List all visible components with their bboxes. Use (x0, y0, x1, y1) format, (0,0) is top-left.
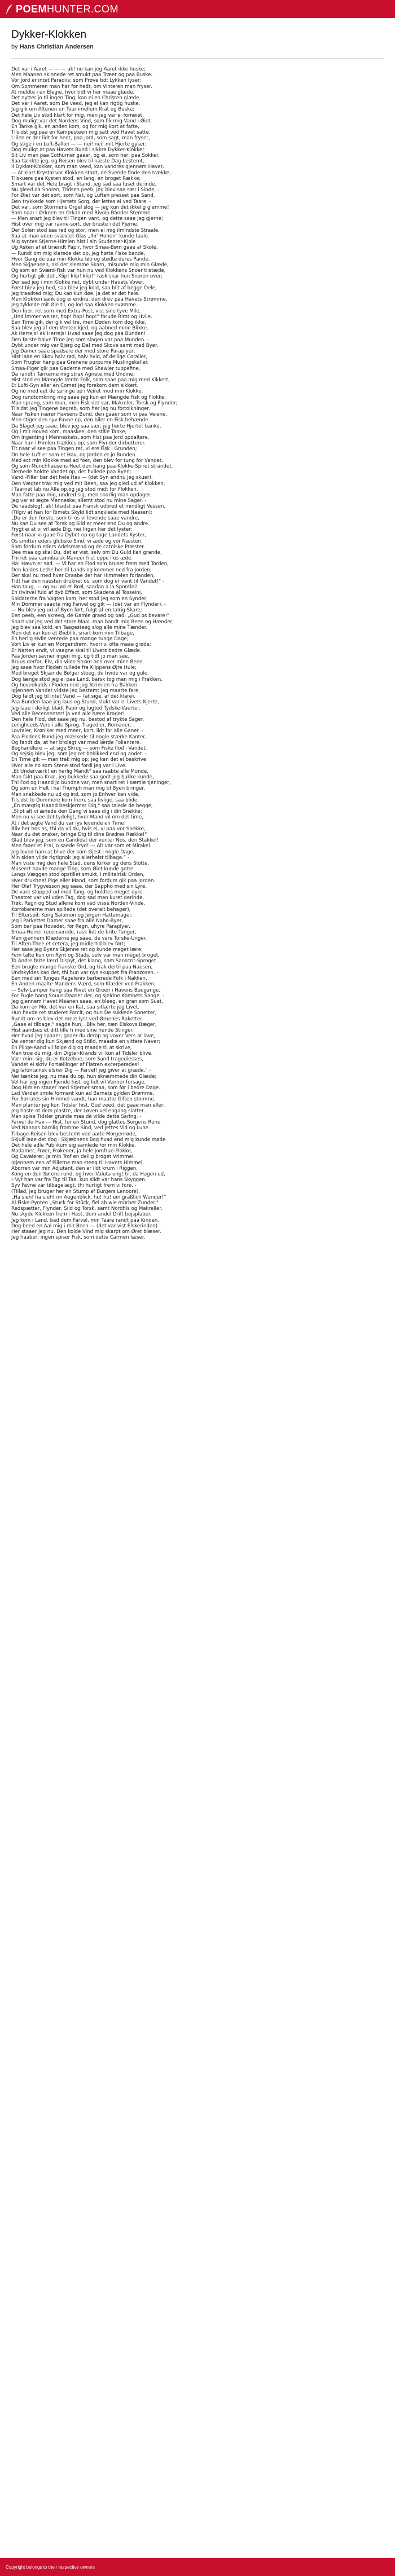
poem-line: Syv Favne var tilbagelægt, thi hurtigt frem vi fore, - (11, 1183, 137, 1189)
poem-line: Korrobererne man spillede (det overalt behager), (11, 906, 131, 913)
poem-line: Snart var jeg ved det store Maal, man bandt mig Been og Hænder, (11, 619, 174, 625)
poem-line: Jeg laae i deiligt bladt Papir og lugted Tydske-Vaerter. (11, 705, 141, 711)
poem-line: Leilighceds-Vers i alle Sprog, Tragedier, Romaner, (11, 723, 131, 729)
poem-line: Museert havde mange Ting, som Øiet kunde gotte. (11, 866, 135, 873)
site-footer (0, 2558, 395, 2576)
poem-line: Det nytter jo til ingen Ting, kan ei en Christen glæde. (11, 95, 141, 102)
poem-line: — Nu blev jeg ud af Byen ført, fulgt af en talrig Skare; (11, 607, 142, 614)
poem-line: Og som Münchhausens Heet den hang paa Klokke-Spiret strandet. (11, 464, 173, 470)
logo-bold-text: POEM (16, 3, 47, 15)
poem-line: Der sad jeg i min Klokke net, dybt under Havets Vover. (11, 279, 144, 285)
poem-line: Som Frugter hang paa Grenene purpurne Muslingskaller. (11, 360, 149, 366)
poem-line: Langs Væggen stod opstillet smukt, i militairisk Orden, (11, 872, 145, 878)
poem-line: Det hele Liv stod klart for mig, men jeg var ei fornøiet; (11, 112, 144, 118)
poem-line: Som naar i Ørknen en Orkan med Rivolp Bånder Stemme. (11, 210, 152, 217)
poem-line: Den kaldes Lethe her til Lands og kommer ned fra Jorden; (11, 567, 152, 573)
poem-line: „Ha sieh! ha sieh! im Augenblick, hu! hu! ein gräßlich Wunder!" (11, 1194, 166, 1200)
poem-byline (11, 43, 384, 51)
poem-line: „Gaae ei tilbage," sagde hun, „Bliv her, tæn Elskovs Bæger, (11, 1021, 157, 1028)
poem-line: Her hvad jeg spaaer; gaaer du derop og vover Vers at lave, (11, 1033, 156, 1040)
poem-line: Min siden vilde rigtignok jeg allerhelst tilbage.” - (11, 855, 129, 861)
poem-line: Men Skjaebnen, akl det slemme Skarn, misunde mig min Glæde, (11, 262, 169, 268)
poem-line: „Du er den første, som til os vi levende saae vandre, (11, 515, 139, 521)
poem-line: Een Time gik, der gik vel tre, men Døden kom dog ikke, (11, 319, 147, 325)
poem-line: Den hele Flod, det saae jeg nu, bestod af trykte Sager. (11, 716, 144, 723)
poem-line: Lad Verden smile forment kun ad Barnets gylden Drømme, (11, 1091, 155, 1097)
poem-line: Da venter dig kun Skjænd og Stiild, maaske en vittere Naver; (11, 1039, 160, 1045)
poem-line: Boghandlere — at sige Skrog — som Fiske flod i Vandet, (11, 745, 147, 751)
poem-line: I Taarnet lab nu Alle op,og jeg stod midt for Flokken. (11, 486, 138, 492)
poem-line: Jeg Damer saae spadsere der med store Paraplyer, (11, 348, 135, 354)
poem-line: Man sprang, som man, men Fisk det var, Makreler, Torsk og Flynder; (11, 400, 178, 406)
poem-line: Ved alle Recensenter! ja ved alle hære Krager! (11, 711, 125, 717)
poem-line: Men nu vi see det tydeligt, hvor Mand vil om det time, (11, 814, 143, 821)
poem-line: Dog Himlen staaer med Stjerner smaa, som før i bedre Dage. (11, 1085, 161, 1091)
poem-line: Den trykkede som Hjertets Sorg, der lettes ei ved Taare. - (11, 199, 151, 205)
poem-line: Den første halve Time jeg som slagen var paa Munden. - (11, 337, 149, 343)
poem-line: Dog rundtomkring mig saae jeg kun en Mængde Fisk og Flokke. (11, 394, 166, 400)
poem-line: Hver drukhnet Pige eller Mand, som fordum gik paa Jorden. (11, 878, 156, 884)
poem-line: I Iilen er der lidt for hedt, paa Jord, som sagt, man fryser, (11, 135, 150, 142)
poem-line: Jeg traadted mig; Du kan kun døe, ja det er det hele. (11, 290, 140, 297)
poem-line: Aborren var min Adjutant, den er ildt krum i Riggen, (11, 1165, 138, 1172)
poem-line: Dog muligt at paa Havets Bund i sikkre Dykker-Klokker (11, 147, 144, 153)
poem-line: Smaa-Herrer recenserede, rask lidt de brite Tunger, (11, 930, 137, 936)
poem-body (11, 67, 384, 1240)
poem-line: Rundt om os blev det mere lyst ved Ørnenes Raketter. (11, 1016, 143, 1022)
poem-line: Her Olaf Trygvesson jeg saae, der Sappho med sin Lyre, (11, 883, 147, 890)
poem-line: Farvel du Hav — Hist, for en Stund, dog glattes Sorgens Rune (11, 1120, 161, 1126)
poem-line: Smaa-Piger gik paa Gaderne med Shawler tuppefine, (11, 366, 141, 372)
poem-line: Ak Herrejs! ak Herrejs! Hvad saae jeg dog paa Bunden! (11, 331, 146, 337)
poem-line: Naar han i Himlen trækkes op, som Flynder dirbutterer. (11, 441, 146, 447)
poem-line: Der Solen stod saa red og stor, men ei mig ilmindste Straale, (11, 227, 160, 234)
poem-line: Og fandt da, at her brolagt var med lærde Foliantere. (11, 739, 141, 746)
poem-line: For Øiet var det sort, som Nat, og Luften presset paa Sand, (11, 193, 155, 199)
poem-line: Og som en Helt i hai Triumph man mig til Byen bringer. (11, 786, 145, 792)
poem-line: Jeg hoste ot dem plastre, der Løven vel engang slatter. (11, 1108, 145, 1114)
poem-line: Nu skyde Klokken frem i Hast, dem andel Drift bejsplaber. (11, 1212, 152, 1218)
poem-line: To Andre førte lærd Dispyt, det klang, som Sanscrit-Sproget. (11, 958, 158, 965)
poem-line: „Und immer weiter, hop! hop! hop!" forude Rimt og Hvile. (11, 314, 152, 320)
poem-line: Saa blev jeg af den Venten kjed, og aabned mine Blikke. (11, 325, 148, 332)
poem-line: (Tillad, jeg bruger her en Stump af Burgers Lenoore). (11, 1188, 141, 1195)
poem-line: „En mægtig Haand beskjermer Dig," saa talede de begge, (11, 803, 153, 809)
poem-line: Trøk, Regn og Stud allene kom ved visse Norden-Vinde. (11, 901, 146, 907)
by-label: by (11, 43, 18, 50)
poem-line: Men Maanen skinnede ret smukt paa Træer og paa Buske. (11, 72, 153, 78)
poem-line: Jeg tykkede mit Øie til, og lod saa Klokken svømme. (11, 302, 138, 309)
poem-line: Da randt i Tankerne mig strax Agnete med Undine. (11, 371, 135, 377)
poem-line: Man fatte paa mig, undred sig, men snarlig man opdager, (11, 492, 152, 499)
poem-line: Man fakt paa Knæ, jeg bukkede saa godt jeg bukke kunde, (11, 774, 154, 780)
poem-line: En Pilige-Aand vil følge dig og maade til at skrive, (11, 1045, 132, 1051)
poem-line: Jeg blev saa kold, en Taagesteeg slog alle mine Tænder. (11, 624, 148, 631)
poem-line: Vel har jeg ingen Fjende hist, og lidt vil Venner forsage, (11, 1079, 146, 1085)
poem-line: Igjennem een af Pillerne man steeg til Havets Himmel, (11, 1160, 144, 1166)
poem-line: Men troe du mig, din Digter-Krands vil kun af Tidsler blive. (11, 1050, 153, 1056)
poem-line: Det var, som Stormens Orgel slog — jeg kun det ikkelig glemme! (11, 204, 169, 210)
poem-line: Il Dykker-Klokker, som man veed, kan vandres gjennem Havet. (11, 164, 164, 170)
poem-line: — Men snart jeg blev til Tingen vant, og dette saae jeg gjerne; (11, 216, 164, 222)
poem-line: Den Vægter trak mig ved mit Been, saa jeg gled ud af Klokken, (11, 481, 165, 487)
poem-line: Hist over mig var ravne-sort, der bruste i det Fjerne, (11, 222, 139, 228)
poem-line: Det hele adle Publikum sig samlede for min Klokke, (11, 1142, 136, 1148)
poem-line: Thi Fod og Haand jo bundne var, men snart ret i sæmle tjeninger, (11, 780, 171, 786)
poem-line: Soldaterne fra Vagten kom, her stod jeg som en Synder, (11, 596, 148, 602)
poem-line: Her staaer jeg nu, Den kolde Vind mig skarpt om Øret blæser. (11, 1229, 161, 1235)
poem-line: (Tilgiv at han for Rimets Skyld lidt snøvlede med Naesen): (11, 509, 152, 516)
poem-line: Undskyldes kan det, thi hun var nys skuppet fra Franzosen. - (11, 970, 159, 976)
author-link[interactable]: Hans Christian Andersen (19, 43, 94, 50)
poem-line: Hist aandses et ditt lille h med sine hende Stinger. (11, 1027, 134, 1033)
poem-line: Een brugte mange franske Ord, og trak dertil paa Naesen, (11, 964, 153, 970)
poem-line: Og hovedkulds i Floden ned jog Strimlen fra Bakken. (11, 682, 139, 688)
poem-line: Og stige i en Luft-Ballon — — nei! nei! mit Hjerte gyser; (11, 141, 147, 147)
poem-line: Med ect min Klokke med ad foer, den blev for tung for Vandet, (11, 457, 163, 464)
poem-line: Der skal nu med hver Draabe der har Himmelen forlanden, (11, 573, 155, 579)
poem-line: Jeg var et ægte Menneske; sliemt stod nu mine Sager. - (11, 498, 147, 504)
poem-line: Tit naar vi see paa Tingen ret, vi ere Fisk i Grunden; (11, 446, 137, 452)
poem-line: „Et Underværk! en herlig Mandt" saa raabte alle Munde, (11, 768, 149, 774)
poem-line: Dn hele Luft er som et Hav, og Jorden er jo Bunden. (11, 452, 137, 458)
poem-line: Med broget Skjær de Bølger steeg, de hvide var og gule. (11, 671, 149, 677)
poem-line: Jeg gik om Aftenen en Tour imellem Krat og Buske; (11, 107, 135, 113)
poem-line: De vare stopped ud med Tang, og holdtes meget dyre. (11, 890, 144, 896)
poem-line: Igjennem Vandet vidste jeg bestemt jeg maatte fare, (11, 688, 140, 694)
poem-line: Det var i Aaret — — — ak! nu kan jeg Aaret ikke huske; (11, 67, 146, 72)
poem-line: Vandet ei skriv Fortællinger af Flatren excerperedes! (11, 1062, 139, 1068)
poem-line: Al Fiske-Pynten „Stuck for Stück, fiel ab wie mürber Zunder." (11, 1200, 159, 1206)
poem-line: Hist laae en Skov halv rød, halv hvid, af deilige Coraller, (11, 354, 148, 360)
poem-line: — Selv-Lamper hang paa Rivet en Green i Havens Buegange, (11, 987, 161, 993)
poem-line: Paa Jorden savner ingen mig, og tidt jo man see, (11, 653, 130, 659)
poem-line: Da Slaget jeg saae, blev jeg saa sær, jeg hørte Hjertet banke, (11, 423, 161, 429)
poem-line: For Sorrates sin Himmel vandt, han maatte Giften stomme. (11, 1097, 156, 1103)
poem-line: Vandi-Piller bar det hele Hav — (det Syn endnu jeg skuer). (11, 475, 153, 481)
poem-line: Saa at man uden svævtet Glas „Ihr' Hohen" kunde taale. (11, 233, 150, 239)
poem-line: I Nyt han var fra Top til Taa, kun slidt var hans Skyggen. (11, 1177, 147, 1183)
poem-line: Og som en Sværd-Fisk var hun nu ved Klokkens Snoer tilstæde, (11, 268, 166, 274)
poem-line: Naar Fisken nærer Havsens Bund, den gaaer som vi paa Veiene, (11, 412, 168, 418)
poem-line: „Slipt alt vi ænede den Gang vi saae dig i din Snekke; (11, 809, 142, 815)
poem-line: Saa tænkte jeg, og Reisen blev til næste Dag bestemt, (11, 158, 144, 165)
poem-line: Dybt under mig var Bjerg og Dal med Skove samt med Byer, (11, 342, 159, 349)
poem-line: Vort Liv er kun en Morgendrøm, hvori vi ofte maae grøde; (11, 642, 151, 648)
poem-line: Os smitter eders glubske Sind, vi æde og vor Næsten, (11, 538, 143, 544)
poem-line: Fem talte kun om Rynt og Stads, selv var man meget broget, (11, 953, 160, 959)
poem-line: Skjult laae det dog i Skjæbnens Bog hvad end mig kunde møde. (11, 1137, 168, 1143)
poem-line: Nei tænkte jeg, nu maa du op, hun skræmmede din Glæde; (11, 1073, 157, 1080)
poem-line: Er Natten endt, vi vaagne skal til Livets bedre Glæde. (11, 648, 142, 654)
poem-line: Et Lufti-Syn eller en Comet jeg forekom dem sikkert. (11, 383, 139, 389)
poem-line: Jeg gjennem Havet Maanen saae, en bleeg, en gran som Suet, (11, 998, 164, 1005)
poem-line: Dog beed en Aal mig i mit Been — (det var vist Elskerinden). (11, 1223, 159, 1229)
poem-line: Paa Flodens Bund jeg mærkede til nogle stærke Kanter, (11, 734, 147, 740)
poem-line: Jeg kom i Land, bad dem Farvel, min Taare randt paa Kinden, (11, 1217, 160, 1223)
poem-line: At i det ægte Vand du var lys levende en Time! (11, 820, 126, 826)
poem-line: Som bar paa Hovedet, for Regn, uhyre Paraplyer. (11, 924, 130, 930)
poem-line: Sit Liv man paa Cothurner gaaer, og ei, som her, paa Sokker. (11, 153, 160, 159)
poem-line: Men planter jeg kun Tidsler hist, Gud veed, det gaae man eller, (11, 1102, 165, 1108)
poem-line: Og Cavalerer, ja min Trof en deilig broget Vrimmel. (11, 1154, 135, 1160)
poem-line: Nu gleed da Snoren, Tridsen peeb, jeg blev saa sær i Sinde, - (11, 187, 160, 193)
poem-line: Tilsidst jeg paa en Kampesteen mig satt ved Havet satte. (11, 130, 151, 136)
poem-line: Dernede holdte Vandet op, det hvilede paa Byen; (11, 469, 131, 475)
poem-line: Han taug, — og nu lød et Brøl, saadan a la Spontini! (11, 584, 138, 591)
poem-line: Nu kan Du see at Torsk og Sild er meer end Du og andre. (11, 521, 150, 527)
poem-line: Smart var det Hele bragt i Stand, jeg sad saa fuset derinde, (11, 182, 157, 188)
poem-line: For Fugle hang Snuus-Daaser der, og sjeldne Kombets Sange. - (11, 993, 165, 999)
quill-icon (6, 4, 14, 14)
poem-line: Her saae jeg Byens Skjønne ret og kunde meget lære; (11, 947, 143, 953)
poem-line: Til Efterspil: Kong Salomon og Jørgen Hattemager. (11, 912, 133, 918)
poem-line: — Rundt om mig klarede det op, jeg hørte Fiske bande, (11, 250, 146, 257)
poem-line: Vær min! sig, du er Kotzebue, som Sand tragediesses, (11, 1056, 143, 1062)
poem-line: En Anden maalte Mandens Værd, som Klæder ved Frakken, (11, 981, 156, 988)
poem-line: Jeg saae hvor Floden rullede fra Klippens Øjre Hule; (11, 665, 137, 671)
poem-line: Een med sin Tunges Rageleniv barberede Folk i Nakken, (11, 976, 147, 982)
poem-line: Bliv her hos os, thi da vil du, hvis ei, vi paa vor Snekke, (11, 826, 146, 832)
poem-line: Madamer, Frøer, Frøkener, ja hele Jomfrue-Flokke, (11, 1148, 133, 1155)
poem-line: Hvor alle no som Stene stod fordi jeg var i Live. (11, 763, 127, 769)
site-logo[interactable] (6, 3, 118, 15)
poem-line: En herlig Hvile ventede paa mange tunge Dage; (11, 636, 129, 642)
poem-line: Kong en den Sørens rund, og hver Valuta ungt til, da Hagen ud, (11, 1172, 165, 1177)
poem-line: Tilskuere paa Kysten stod, en lang, en broget Række; (11, 175, 141, 182)
poem-line: At meldte i en Elegie, hvor tidt vi her maae glæde, (11, 89, 135, 95)
divider (11, 58, 384, 59)
site-header (0, 0, 395, 18)
poem-line: Mig syntes Stjerne-Himlen hist i sin Studenter-Kjole (11, 239, 136, 245)
poem-line: Hun havde ret studeret Parcit, og hun De sukkede Sonetter, (11, 1010, 157, 1016)
poem-line: Men faaer et Prai, o saede Fryd! — Alt var som et Mirakel. (11, 843, 152, 849)
poem-line: De raadslog!, ak! tilsidst paa Fransk udbred et mindligt Vessen, (11, 504, 166, 510)
poem-line: Tilsidst to Dommere kom frem, saa livlige, saa blide. (11, 797, 139, 803)
logo-thin-text: HUNTER.COM (47, 3, 119, 15)
poem-line: Min Dommer saadte mig Fanvel og gik — (det var en Flynder). - (11, 601, 166, 607)
poem-title: Dykker-Klokken (11, 29, 87, 41)
poem-line: Men gjennem Klæderne jeg saae, de vare Torske-Unger. (11, 935, 147, 941)
poem-line: Theatret var vel uden Tag, dog sad man kuret derinde, (11, 895, 144, 901)
poem-line: Bruus derfor, Elv, din vilde Strøm hen over mine Been. (11, 659, 144, 665)
poem-line: Først blev jeg hed, saa blev jeg kold, saa blit af begge Dele, (11, 285, 157, 291)
poem-line: Vor Jord er intet Paradiis; som Prøve tidt Lykken lyser; (11, 78, 142, 84)
poem-line: Da kom en Mø, det var en Kat, saa sitlærte jeg Livet. (11, 1005, 139, 1011)
poem-line: Frygt ei at vi vil æde Dig, nei Ingen her det lyster; (11, 527, 133, 533)
poem-line: Thi ret paa cannibalsk Maneer hist oppe I os æde. (11, 556, 133, 562)
poem-line: Som fordum eders Adelsmænd og de catolske Præster. (11, 544, 145, 550)
poem-line: Dee maa og skal Du, det er vist, selv om Du Guld kan grande, (11, 550, 162, 556)
poem-line: Hvor Gang de paa min Klokke løb og stødte deres Pande. (11, 256, 150, 262)
poem-line: Paa Bunden laae jeg laus og Stund, slukt var ei Livets Kjerte, (11, 699, 159, 706)
poem-line: Jeg haaber, ingen spiser Fisk, som dette Carmen læser. (11, 1235, 146, 1241)
poem-line: Det var i Aaret, som De veed, jeg ei kan rigtig huske, (11, 101, 141, 107)
poem-line: — At klart Krystal var Klokken stadt, de Svende finde den trække, (11, 170, 171, 176)
poem-line: Een peeb, een skreeg, de Gamle graed og bad; „Gud os bevare!" (11, 613, 170, 619)
poem-line: Til Aften-Thee et cetera, jeg midlertid blev ført; (11, 941, 125, 947)
poem-line: Men Klokken sank dog ei endnu, den drev paa Havets Strømme, (11, 297, 168, 303)
poem-container (11, 28, 384, 1240)
poem-line: Men det var kun et Øieblik, snart kom min Tilbage, (11, 630, 134, 636)
poem-line: Om Ingenting i Menneskets, som hist paa Jord opdaltere, (11, 435, 150, 441)
poem-line: Dog faldt jeg til intet Vand — (at sige, af det klare). (11, 694, 136, 700)
poem-line: Man viste mig den hele Stad, dens Kirker og dens Slotte, (11, 861, 150, 867)
poem-line: Ved Nannas barnlig fromme Sind, ved Jettes Vid og Lune. (11, 1125, 150, 1131)
poem-line: En Time gik — man trak mig op; jeg kan det ei beskrive, (11, 757, 148, 763)
poem-line: Jeg lafontainsk elsker Dig — Farvel! jeg giver at græde." - (11, 1068, 151, 1074)
poem-line: Og nu med eet de springe op i Veiret mod min Klokke, (11, 389, 143, 395)
poem-line: Jeg i Parkettet Damer saae fra alle Nabo-Byer, (11, 918, 124, 924)
poem-line: Og i mit Hoved kom, maaskee, den stille Tanke, (11, 429, 127, 435)
poem-line: Glad blev jeg, som en Candidat der venter Nos, den Stakkel! (11, 838, 159, 844)
poem-line: Og sejsig blev jeg, som jeg ret bekikked end og andet. - (11, 751, 147, 758)
poem-line: Dog længe stod jeg ei paa Land, barsk tog man mig i Frakken, (11, 676, 163, 682)
footer-copyright: Copyright belongs to their respective owners (6, 2564, 95, 2570)
poem-line: Ha! Hævn er sød. — Vi har en Flod som bruser frem med Torden, (11, 561, 169, 567)
poem-line: Ug Asken af et brændt Papir, hvor Smaa-Børn gaae af Skole. (11, 245, 158, 251)
poem-line: Jeg loved ham at blive der som Gjest i nogle Dage, (11, 849, 135, 855)
poem-line: Man spise Tidsler grunde maa de vilde dette Saring. - (11, 1113, 142, 1120)
poem-line: Den foer, ret som med Extra-Post, vist sine tyve Mile, (11, 308, 141, 314)
poem-line: Tilsidst jeg Tingene begreb, som her jeg nu fortolkninger. (11, 406, 150, 412)
poem-line: Om Sommeren man har for hedt, om Vinteren man fryser. (11, 83, 152, 90)
poem-line: Dog muligt var det Nordens Vind, som fik mig Vand i Øiet. (11, 118, 152, 124)
poem-line: Og hurtigt gik det „Klip! klip! klip!" rask skar hun Snoren over; (11, 274, 163, 280)
poem-line: Lovtaler, Krøniker med meer, kort, lidt for alle Ganer. - (11, 728, 143, 734)
poem-line: Først naar vi gaae fra Dybet op og tage Landets Kyster, (11, 532, 147, 539)
poem-line: Hist stod en Mængde lærde Folk, som saae paa mig med Kikkert, (11, 377, 170, 383)
poem-line: En Hvirvel fuld af dyb Effect, som Skadens al Tosseini, (11, 590, 142, 596)
poem-line: Redspætter, Flynder, Sild og Torsk, samt Nordhls og Makreller. (11, 1206, 163, 1212)
poem-line: Tidt har den naesten druknet os, som dog er vant til Vandet!" - (11, 579, 164, 585)
poem-line: Naar du det ønsker, bringe Dig til dine Brødres Række!" (11, 832, 147, 838)
poem-line: Tilbage-Reisen blev bestemt ved aarle Morgenrøde, (11, 1131, 137, 1137)
poem-line: Man snakkede nu ud og ind, som jo Enhver kan vide, (11, 791, 140, 798)
poem-line: En Tanke gik, en anden kom, og for mig kort at fatte, (11, 124, 139, 130)
poem-line: Men stiger den syv Favne op, den biler en Fisk behænde. (11, 417, 150, 424)
